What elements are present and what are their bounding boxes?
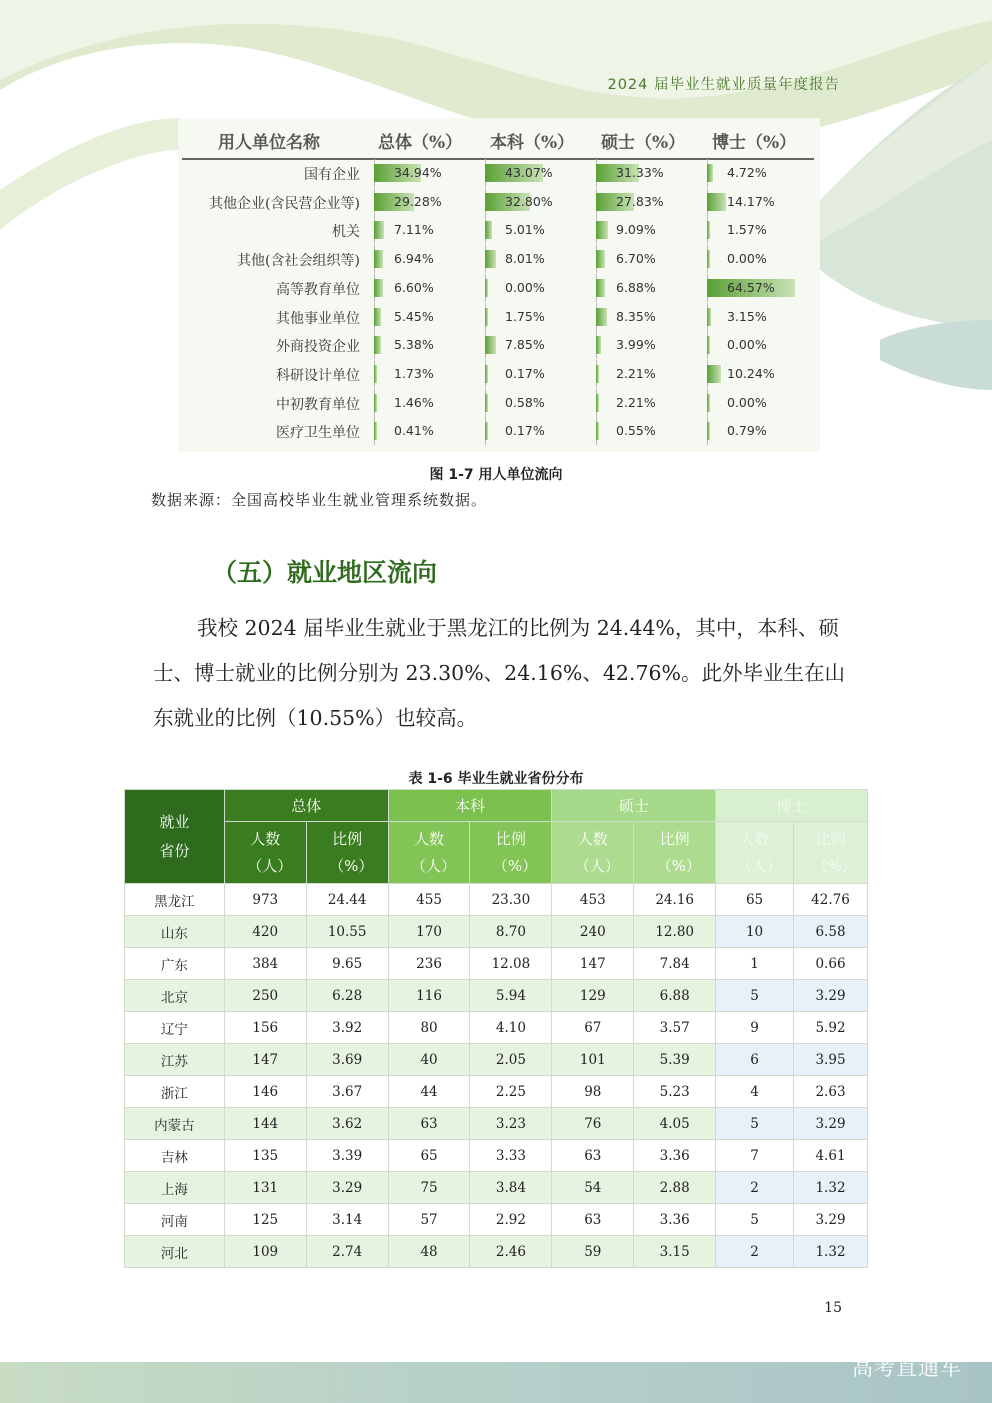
table-cell: 147	[224, 1044, 306, 1076]
table-cell: 4.61	[794, 1140, 868, 1172]
chart-cell-total	[374, 249, 479, 269]
chart-value-label: 0.17%	[505, 365, 545, 381]
chart-bar-doctor	[707, 422, 710, 440]
table-cell: 170	[388, 916, 470, 948]
header-group-master: 硕士	[552, 790, 716, 822]
table-cell: 2.88	[634, 1172, 716, 1204]
table-cell: 48	[388, 1236, 470, 1268]
chart-bar-total	[374, 250, 383, 268]
table-cell: 57	[388, 1204, 470, 1236]
table-caption: 表 1-6 毕业生就业省份分布	[408, 771, 584, 787]
table-row	[125, 1108, 868, 1140]
chart-row-label: 其他事业单位	[276, 310, 360, 327]
chart-cell-undergrad	[485, 278, 590, 298]
chart-cell-undergrad	[485, 163, 590, 183]
table-cell: 2	[716, 1172, 794, 1204]
chart-cell-master	[596, 278, 701, 298]
chart-cell-master	[596, 364, 701, 384]
table-cell: 146	[224, 1076, 306, 1108]
header-total-ratio: 比例（%）	[306, 822, 388, 884]
header-province: 就业省份	[125, 790, 225, 884]
table-cell: 7.84	[634, 948, 716, 980]
chart-value-label: 2.21%	[616, 394, 656, 410]
figure-caption: 图 1-7 用人单位流向	[429, 467, 563, 483]
chart-cell-master	[596, 335, 701, 355]
chart-bar-doctor	[707, 164, 713, 182]
table-cell: 135	[224, 1140, 306, 1172]
table-cell: 10.55	[306, 916, 388, 948]
chart-value-label: 0.58%	[505, 394, 545, 410]
chart-bar-master	[596, 336, 601, 354]
chart-cell-doctor	[707, 192, 812, 212]
chart-cell-master	[596, 220, 701, 240]
chart-bar-doctor	[707, 336, 710, 354]
chart-cell-doctor	[707, 364, 812, 384]
table-cell: 3.39	[306, 1140, 388, 1172]
chart-cell-total	[374, 335, 479, 355]
table-cell: 5	[716, 1204, 794, 1236]
table-cell: 65	[388, 1140, 470, 1172]
table-cell: 10	[716, 916, 794, 948]
chart-cell-total	[374, 364, 479, 384]
table-cell: 109	[224, 1236, 306, 1268]
table-cell: 455	[388, 884, 470, 916]
table-cell-province: 黑龙江	[125, 884, 225, 916]
chart-value-label: 3.15%	[727, 308, 767, 324]
chart-cell-doctor	[707, 307, 812, 327]
table-row	[125, 884, 868, 916]
table-cell: 59	[552, 1236, 634, 1268]
chart-value-label: 0.17%	[505, 423, 545, 439]
chart-value-label: 3.99%	[616, 337, 656, 353]
table-cell: 2	[716, 1236, 794, 1268]
header-group-doctor: 博士	[716, 790, 868, 822]
table-cell: 44	[388, 1076, 470, 1108]
table-cell: 156	[224, 1012, 306, 1044]
chart-cell-total	[374, 393, 479, 413]
table-cell: 6	[716, 1044, 794, 1076]
table-cell: 5.39	[634, 1044, 716, 1076]
table-cell: 973	[224, 884, 306, 916]
chart-row-label: 其他(含社会组织等)	[237, 253, 360, 270]
table-cell: 144	[224, 1108, 306, 1140]
table-cell: 54	[552, 1172, 634, 1204]
chart-bar-master	[596, 308, 607, 326]
chart-bar-master	[596, 365, 599, 383]
table-cell: 6.88	[634, 980, 716, 1012]
table-cell: 76	[552, 1108, 634, 1140]
employer-flow-chart	[178, 118, 820, 452]
table-cell: 420	[224, 916, 306, 948]
table-cell: 4	[716, 1076, 794, 1108]
table-cell: 1	[716, 948, 794, 980]
table-cell: 125	[224, 1204, 306, 1236]
table-cell: 3.29	[794, 980, 868, 1012]
table-cell: 2.25	[470, 1076, 552, 1108]
table-cell: 3.14	[306, 1204, 388, 1236]
chart-value-label: 0.00%	[727, 394, 767, 410]
chart-value-label: 31.33%	[616, 165, 664, 180]
table-row	[125, 1012, 868, 1044]
chart-value-label: 43.07%	[505, 165, 553, 180]
table-cell: 2.74	[306, 1236, 388, 1268]
chart-bar-doctor	[707, 193, 726, 211]
table-cell: 3.23	[470, 1108, 552, 1140]
chart-value-label: 32.80%	[505, 193, 553, 209]
table-cell-province: 上海	[125, 1172, 225, 1204]
chart-bar-master	[596, 250, 605, 268]
page-number: 15	[824, 1300, 842, 1316]
header-total-count: 人数（人）	[224, 822, 306, 884]
chart-value-label: 1.46%	[394, 394, 434, 410]
chart-value-label: 1.75%	[505, 308, 545, 324]
table-cell: 2.05	[470, 1044, 552, 1076]
table-cell-province: 浙江	[125, 1076, 225, 1108]
table-cell: 6.58	[794, 916, 868, 948]
chart-value-label: 6.94%	[394, 251, 434, 267]
table-cell: 67	[552, 1012, 634, 1044]
table-cell: 3.84	[470, 1172, 552, 1204]
header-undergrad-ratio: 比例（%）	[470, 822, 552, 884]
chart-cell-doctor	[707, 335, 812, 355]
table-cell: 3.62	[306, 1108, 388, 1140]
chart-value-label: 0.00%	[727, 337, 767, 353]
table-cell: 63	[552, 1204, 634, 1236]
header-master-ratio: 比例（%）	[634, 822, 716, 884]
table-cell: 9	[716, 1012, 794, 1044]
chart-bar-total	[374, 221, 384, 239]
chart-value-label: 5.01%	[505, 222, 545, 238]
chart-cell-undergrad	[485, 335, 590, 355]
chart-bar-undergrad	[485, 365, 488, 383]
table-cell-province: 吉林	[125, 1140, 225, 1172]
table-row	[125, 1044, 868, 1076]
chart-cell-doctor	[707, 278, 812, 298]
table-cell: 250	[224, 980, 306, 1012]
chart-row-label: 国有企业	[304, 167, 360, 183]
table-cell: 5.92	[794, 1012, 868, 1044]
chart-cell-doctor	[707, 421, 812, 441]
table-cell: 4.10	[470, 1012, 552, 1044]
chart-value-label: 5.45%	[394, 308, 434, 324]
chart-cell-undergrad	[485, 393, 590, 413]
chart-row-label: 医疗卫生单位	[276, 425, 360, 442]
chart-cell-undergrad	[485, 421, 590, 441]
table-cell: 12.80	[634, 916, 716, 948]
table-cell: 3.29	[794, 1108, 868, 1140]
chart-bar-total	[374, 336, 381, 354]
table-cell-province: 山东	[125, 916, 225, 948]
table-cell: 240	[552, 916, 634, 948]
chart-cell-total	[374, 220, 479, 240]
table-cell: 129	[552, 980, 634, 1012]
table-cell: 5	[716, 1108, 794, 1140]
chart-value-label: 6.60%	[394, 279, 434, 295]
table-cell: 384	[224, 948, 306, 980]
header-doctor-count: 人数（人）	[716, 822, 794, 884]
chart-bar-undergrad	[485, 422, 488, 440]
table-cell: 453	[552, 884, 634, 916]
table-cell: 3.95	[794, 1044, 868, 1076]
chart-value-label: 29.28%	[394, 193, 442, 209]
table-cell: 3.57	[634, 1012, 716, 1044]
table-cell: 2.63	[794, 1076, 868, 1108]
chart-cell-total	[374, 192, 479, 212]
table-cell: 116	[388, 980, 470, 1012]
chart-value-label: 10.24%	[727, 365, 775, 381]
chart-value-label: 6.88%	[616, 279, 656, 295]
table-cell: 24.16	[634, 884, 716, 916]
chart-bar-undergrad	[485, 336, 496, 354]
figure-source: 数据来源：全国高校毕业生就业管理系统数据。	[151, 491, 488, 509]
header-undergrad-count: 人数（人）	[388, 822, 470, 884]
chart-value-label: 7.11%	[394, 222, 434, 238]
footer-band	[0, 1362, 992, 1403]
chart-cell-master	[596, 192, 701, 212]
table-cell: 1.32	[794, 1172, 868, 1204]
table-cell-province: 河南	[125, 1204, 225, 1236]
table-cell: 6.28	[306, 980, 388, 1012]
chart-cell-master	[596, 163, 701, 183]
chart-header-unit: 用人单位名称	[218, 133, 320, 153]
chart-value-label: 0.00%	[505, 279, 545, 295]
header-master-count: 人数（人）	[552, 822, 634, 884]
chart-cell-master	[596, 307, 701, 327]
table-cell-province: 北京	[125, 980, 225, 1012]
table-cell-province: 河北	[125, 1236, 225, 1268]
table-cell-province: 江苏	[125, 1044, 225, 1076]
table-cell: 101	[552, 1044, 634, 1076]
table-row	[125, 1140, 868, 1172]
chart-cell-master	[596, 393, 701, 413]
table-cell: 3.29	[794, 1204, 868, 1236]
chart-value-label: 0.41%	[394, 423, 434, 439]
chart-bar-master	[596, 422, 599, 440]
table-cell: 80	[388, 1012, 470, 1044]
section-heading: （五）就业地区流向	[212, 558, 438, 587]
table-row	[125, 1076, 868, 1108]
chart-cell-undergrad	[485, 364, 590, 384]
table-cell: 24.44	[306, 884, 388, 916]
table-cell: 5.23	[634, 1076, 716, 1108]
chart-row-label: 高等教育单位	[276, 281, 360, 298]
chart-bar-master	[596, 279, 605, 297]
chart-bar-total	[374, 365, 377, 383]
chart-cell-doctor	[707, 393, 812, 413]
chart-value-label: 8.35%	[616, 308, 656, 324]
table-cell: 42.76	[794, 884, 868, 916]
table-row	[125, 980, 868, 1012]
chart-bar-total	[374, 422, 377, 440]
chart-bar-undergrad	[485, 308, 488, 326]
table-cell: 5.94	[470, 980, 552, 1012]
chart-value-label: 9.09%	[616, 222, 656, 238]
table-cell: 2.46	[470, 1236, 552, 1268]
chart-value-label: 64.57%	[727, 279, 775, 295]
chart-cell-undergrad	[485, 307, 590, 327]
province-distribution-table	[124, 789, 868, 1268]
table-cell: 3.69	[306, 1044, 388, 1076]
chart-value-label: 5.38%	[394, 337, 434, 353]
chart-header-total: 总体（%）	[378, 133, 463, 153]
chart-value-label: 7.85%	[505, 337, 545, 353]
chart-value-label: 4.72%	[727, 165, 767, 180]
chart-cell-total	[374, 307, 479, 327]
chart-bar-undergrad	[485, 250, 496, 268]
table-cell: 3.36	[634, 1140, 716, 1172]
table-cell: 9.65	[306, 948, 388, 980]
chart-bar-doctor	[707, 221, 710, 239]
table-cell: 3.92	[306, 1012, 388, 1044]
chart-value-label: 6.70%	[616, 251, 656, 267]
chart-value-label: 0.00%	[727, 251, 767, 267]
table-cell: 3.15	[634, 1236, 716, 1268]
chart-row-label: 其他企业(含民营企业等)	[209, 195, 360, 212]
header-doctor-ratio: 比例（%）	[794, 822, 868, 884]
chart-cell-undergrad	[485, 249, 590, 269]
chart-cell-master	[596, 249, 701, 269]
chart-value-label: 2.21%	[616, 365, 656, 381]
chart-value-label: 1.57%	[727, 222, 767, 238]
chart-bar-doctor	[707, 394, 710, 412]
table-cell: 8.70	[470, 916, 552, 948]
chart-bar-doctor	[707, 365, 721, 383]
table-cell: 0.66	[794, 948, 868, 980]
chart-value-label: 8.01%	[505, 251, 545, 267]
table-row	[125, 1172, 868, 1204]
table-cell: 12.08	[470, 948, 552, 980]
chart-bar-total	[374, 308, 381, 326]
watermark-text: 高考直通车	[852, 1356, 962, 1380]
chart-bar-master	[596, 394, 599, 412]
table-cell: 63	[388, 1108, 470, 1140]
chart-value-label: 27.83%	[616, 193, 664, 209]
chart-cell-total	[374, 278, 479, 298]
table-cell: 23.30	[470, 884, 552, 916]
chart-header-master: 硕士（%）	[601, 133, 686, 153]
chart-bar-total	[374, 394, 377, 412]
chart-cell-total	[374, 421, 479, 441]
chart-header-doctor: 博士（%）	[712, 133, 797, 153]
table-cell: 98	[552, 1076, 634, 1108]
table-cell: 3.36	[634, 1204, 716, 1236]
chart-row-label: 科研设计单位	[276, 367, 360, 384]
table-cell: 65	[716, 884, 794, 916]
table-cell: 7	[716, 1140, 794, 1172]
chart-cell-doctor	[707, 163, 812, 183]
table-cell: 3.33	[470, 1140, 552, 1172]
table-cell: 147	[552, 948, 634, 980]
chart-row-label: 外商投资企业	[276, 339, 360, 356]
table-cell: 63	[552, 1140, 634, 1172]
section-paragraph	[153, 606, 853, 741]
chart-cell-undergrad	[485, 192, 590, 212]
chart-bar-total	[374, 279, 383, 297]
chart-value-label: 0.55%	[616, 423, 656, 439]
chart-bar-doctor	[707, 308, 711, 326]
table-cell: 2.92	[470, 1204, 552, 1236]
chart-row-label: 中初教育单位	[276, 396, 360, 413]
chart-header-undergrad: 本科（%）	[490, 133, 575, 153]
chart-value-label: 1.73%	[394, 365, 434, 381]
header-group-undergrad: 本科	[388, 790, 552, 822]
chart-cell-doctor	[707, 249, 812, 269]
table-cell: 75	[388, 1172, 470, 1204]
chart-cell-total	[374, 163, 479, 183]
chart-value-label: 14.17%	[727, 193, 775, 209]
report-header-title: 2024 届毕业生就业质量年度报告	[607, 77, 840, 93]
province-table-body	[125, 884, 868, 1268]
table-cell: 4.05	[634, 1108, 716, 1140]
chart-cell-undergrad	[485, 220, 590, 240]
table-row	[125, 948, 868, 980]
table-cell-province: 内蒙古	[125, 1108, 225, 1140]
table-row	[125, 1204, 868, 1236]
table-cell: 3.29	[306, 1172, 388, 1204]
chart-bar-undergrad	[485, 279, 488, 297]
chart-bar-master	[596, 221, 608, 239]
chart-row-label: 机关	[332, 224, 360, 241]
table-cell: 1.32	[794, 1236, 868, 1268]
table-row	[125, 1236, 868, 1268]
chart-header-rule	[182, 158, 814, 160]
header-group-total: 总体	[224, 790, 388, 822]
table-cell-province: 广东	[125, 948, 225, 980]
chart-cell-doctor	[707, 220, 812, 240]
chart-bar-doctor	[707, 250, 710, 268]
chart-bar-undergrad	[485, 394, 488, 412]
chart-cell-master	[596, 421, 701, 441]
table-cell: 3.67	[306, 1076, 388, 1108]
chart-bar-undergrad	[485, 221, 492, 239]
table-cell-province: 辽宁	[125, 1012, 225, 1044]
table-row	[125, 916, 868, 948]
table-cell: 236	[388, 948, 470, 980]
table-cell: 131	[224, 1172, 306, 1204]
section-paragraph-text: 我校 2024 届毕业生就业于黑龙江的比例为 24.44%，其中，本科、硕士、博士就业的比例分别为 23.30%、24.16%、42.76%。此外毕业生在山东就业的比例（10.55%）也较高。	[153, 616, 846, 730]
chart-value-label: 34.94%	[394, 165, 442, 180]
table-cell: 5	[716, 980, 794, 1012]
chart-value-label: 0.79%	[727, 423, 767, 439]
table-cell: 40	[388, 1044, 470, 1076]
